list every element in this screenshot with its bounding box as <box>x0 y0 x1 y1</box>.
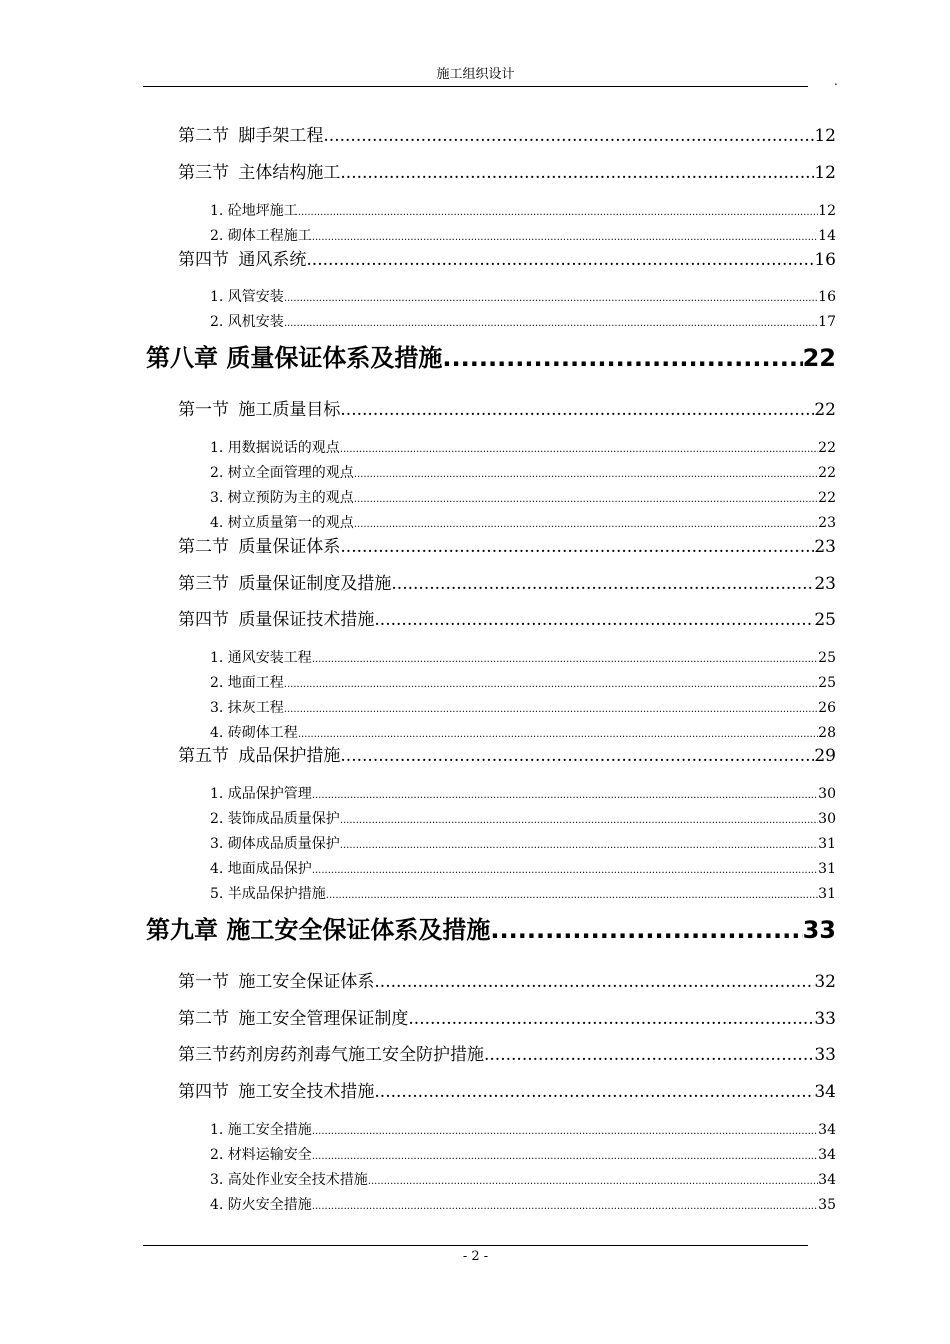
header-rule <box>143 86 808 87</box>
toc-entry-title: 2. 材料运输安全 <box>210 1147 312 1163</box>
dot-leader <box>340 535 814 559</box>
dot-leader <box>312 861 818 881</box>
toc-section-entry[interactable] <box>178 161 836 185</box>
toc-entry-title: 2. 装饰成品质量保护 <box>210 811 340 827</box>
toc-entry-title: 第四节 质量保证技术措施 <box>178 610 375 630</box>
toc-section-entry[interactable] <box>178 535 836 559</box>
dot-leader <box>374 608 814 632</box>
dot-leader <box>340 398 814 422</box>
dot-leader <box>340 744 814 768</box>
toc-entry-title: 第二节 施工安全管理保证制度 <box>178 1009 409 1029</box>
dot-leader <box>312 1147 818 1167</box>
toc-entry-page-number: 23 <box>814 574 836 594</box>
dot-leader <box>391 572 814 596</box>
toc-entry-title: 第九章 施工安全保证体系及措施 <box>146 916 491 944</box>
toc-section-entry[interactable] <box>178 970 836 994</box>
toc-entry-title: 1. 通风安装工程 <box>210 650 312 666</box>
toc-entry-page-number: 34 <box>814 1082 836 1102</box>
toc-entry-title: 1. 砼地坪施工 <box>210 203 298 219</box>
toc-item-entry[interactable] <box>210 884 836 906</box>
toc-section-entry[interactable] <box>178 248 836 272</box>
toc-entry-page-number: 23 <box>818 515 836 531</box>
toc-item-entry[interactable] <box>210 723 836 745</box>
toc-entry-title: 第一节 施工质量目标 <box>178 400 341 420</box>
toc-entry-page-number: 14 <box>818 228 836 244</box>
toc-entry-title: 第三节 质量保证制度及措施 <box>178 574 392 594</box>
toc-entry-title: 1. 风管安装 <box>210 289 284 305</box>
dot-leader <box>312 786 818 806</box>
toc-entry-page-number: 25 <box>818 675 836 691</box>
dot-leader <box>340 836 818 856</box>
toc-entry-page-number: 25 <box>818 650 836 666</box>
toc-entry-title: 第三节 主体结构施工 <box>178 163 341 183</box>
toc-entry-page-number: 31 <box>818 886 836 902</box>
dot-leader <box>284 314 818 334</box>
dot-leader <box>354 515 818 535</box>
toc-entry-title: 4. 树立质量第一的观点 <box>210 515 354 531</box>
dot-leader <box>298 203 818 223</box>
dot-leader <box>340 811 818 831</box>
toc-entry-page-number: 32 <box>814 972 836 992</box>
toc-entry-title: 第八章 质量保证体系及措施 <box>146 344 443 372</box>
dot-leader <box>354 490 818 510</box>
toc-entry-page-number: 30 <box>818 811 836 827</box>
toc-item-entry[interactable] <box>210 201 836 223</box>
toc-section-entry[interactable] <box>178 744 836 768</box>
dot-leader <box>490 915 802 945</box>
dot-leader <box>374 1080 814 1104</box>
toc-entry-title: 3. 高处作业安全技术措施 <box>210 1172 368 1188</box>
dot-leader <box>354 465 818 485</box>
toc-entry-title: 1. 成品保护管理 <box>210 786 312 802</box>
toc-entry-page-number: 35 <box>818 1197 836 1213</box>
toc-item-entry[interactable] <box>210 673 836 695</box>
toc-section-entry[interactable] <box>178 398 836 422</box>
dot-leader <box>340 440 818 460</box>
toc-entry-title: 3. 树立预防为主的观点 <box>210 490 354 506</box>
toc-item-entry[interactable] <box>210 809 836 831</box>
dot-leader <box>312 228 818 248</box>
dot-leader <box>340 161 814 185</box>
toc-item-entry[interactable] <box>210 784 836 806</box>
toc-entry-title: 第四节 通风系统 <box>178 250 307 270</box>
header-mark: . <box>834 74 838 88</box>
dot-leader <box>484 1043 814 1067</box>
toc-item-entry[interactable] <box>210 463 836 485</box>
toc-item-entry[interactable] <box>210 834 836 856</box>
footer-rule <box>143 1245 808 1246</box>
dot-leader <box>284 675 818 695</box>
toc-item-entry[interactable] <box>210 859 836 881</box>
toc-entry-title: 3. 砌体成品质量保护 <box>210 836 340 852</box>
toc-entry-title: 3. 抹灰工程 <box>210 700 284 716</box>
toc-item-entry[interactable] <box>210 698 836 720</box>
toc-entry-title: 2. 树立全面管理的观点 <box>210 465 354 481</box>
toc-entry-page-number: 26 <box>818 700 836 716</box>
toc-item-entry[interactable] <box>210 1170 836 1192</box>
toc-entry-page-number: 12 <box>818 203 836 219</box>
toc-entry-title: 第四节 施工安全技术措施 <box>178 1082 375 1102</box>
toc-item-entry[interactable] <box>210 648 836 670</box>
toc-entry-title: 1. 用数据说话的观点 <box>210 440 340 456</box>
toc-entry-page-number: 34 <box>818 1172 836 1188</box>
dot-leader <box>323 124 814 148</box>
dot-leader <box>326 886 818 906</box>
dot-leader <box>442 343 802 373</box>
page-number: - 2 - <box>462 1249 489 1264</box>
toc-entry-title: 1. 施工安全措施 <box>210 1122 312 1138</box>
toc-entry-title: 第三节药剂房药剂毒气施工安全防护措施 <box>178 1045 484 1065</box>
toc-entry-page-number: 33 <box>814 1009 836 1029</box>
toc-entry-title: 第二节 脚手架工程 <box>178 126 324 146</box>
dot-leader <box>312 1122 818 1142</box>
toc-chapter-entry[interactable] <box>146 915 836 945</box>
toc-entry-page-number: 16 <box>814 250 836 270</box>
toc-item-entry[interactable] <box>210 226 836 248</box>
dot-leader <box>374 970 814 994</box>
toc-entry-page-number: 22 <box>802 344 836 372</box>
toc-entry-title: 4. 防火安全措施 <box>210 1197 312 1213</box>
toc-item-entry[interactable] <box>210 312 836 334</box>
toc-entry-page-number: 12 <box>814 126 836 146</box>
toc-section-entry[interactable] <box>178 1080 836 1104</box>
toc-entry-page-number: 34 <box>818 1147 836 1163</box>
toc-item-entry[interactable] <box>210 1145 836 1167</box>
toc-entry-page-number: 23 <box>814 537 836 557</box>
toc-entry-page-number: 22 <box>818 465 836 481</box>
toc-entry-title: 4. 地面成品保护 <box>210 861 312 877</box>
toc-entry-page-number: 28 <box>818 725 836 741</box>
toc-entry-title: 第二节 质量保证体系 <box>178 537 341 557</box>
dot-leader <box>368 1172 818 1192</box>
toc-entry-page-number: 22 <box>814 400 836 420</box>
toc-entry-title: 第五节 成品保护措施 <box>178 746 341 766</box>
toc-entry-page-number: 17 <box>818 314 836 330</box>
dot-leader <box>312 1197 818 1217</box>
toc-item-entry[interactable] <box>210 1120 836 1142</box>
toc-chapter-entry[interactable] <box>146 343 836 373</box>
toc-entry-page-number: 25 <box>814 610 836 630</box>
dot-leader <box>312 650 818 670</box>
toc-section-entry[interactable] <box>178 572 836 596</box>
toc-section-entry[interactable] <box>178 608 836 632</box>
dot-leader <box>306 248 814 272</box>
toc-item-entry[interactable] <box>210 438 836 460</box>
header-title: 施工组织设计 <box>436 67 515 82</box>
toc-item-entry[interactable] <box>210 287 836 309</box>
toc-entry-page-number: 30 <box>818 786 836 802</box>
dot-leader <box>284 700 818 720</box>
toc-item-entry[interactable] <box>210 488 836 510</box>
toc-section-entry[interactable] <box>178 1007 836 1031</box>
toc-section-entry[interactable] <box>178 124 836 148</box>
toc-item-entry[interactable] <box>210 513 836 535</box>
toc-section-entry[interactable] <box>178 1043 836 1067</box>
toc-entry-title: 第一节 施工安全保证体系 <box>178 972 375 992</box>
dot-leader <box>284 289 818 309</box>
dot-leader <box>298 725 818 745</box>
toc-entry-page-number: 29 <box>814 746 836 766</box>
toc-entry-page-number: 34 <box>818 1122 836 1138</box>
toc-entry-page-number: 12 <box>814 163 836 183</box>
toc-entry-page-number: 22 <box>818 440 836 456</box>
toc-item-entry[interactable] <box>210 1195 836 1217</box>
toc-entry-page-number: 22 <box>818 490 836 506</box>
toc-entry-page-number: 33 <box>814 1045 836 1065</box>
toc-entry-page-number: 31 <box>818 836 836 852</box>
toc-entry-title: 2. 地面工程 <box>210 675 284 691</box>
toc-entry-title: 5. 半成品保护措施 <box>210 886 326 902</box>
toc-entry-title: 4. 砖砌体工程 <box>210 725 298 741</box>
toc-entry-page-number: 16 <box>818 289 836 305</box>
toc-entry-title: 2. 风机安装 <box>210 314 284 330</box>
toc-entry-page-number: 33 <box>802 916 836 944</box>
toc-entry-title: 2. 砌体工程施工 <box>210 228 312 244</box>
toc-entry-page-number: 31 <box>818 861 836 877</box>
dot-leader <box>408 1007 814 1031</box>
